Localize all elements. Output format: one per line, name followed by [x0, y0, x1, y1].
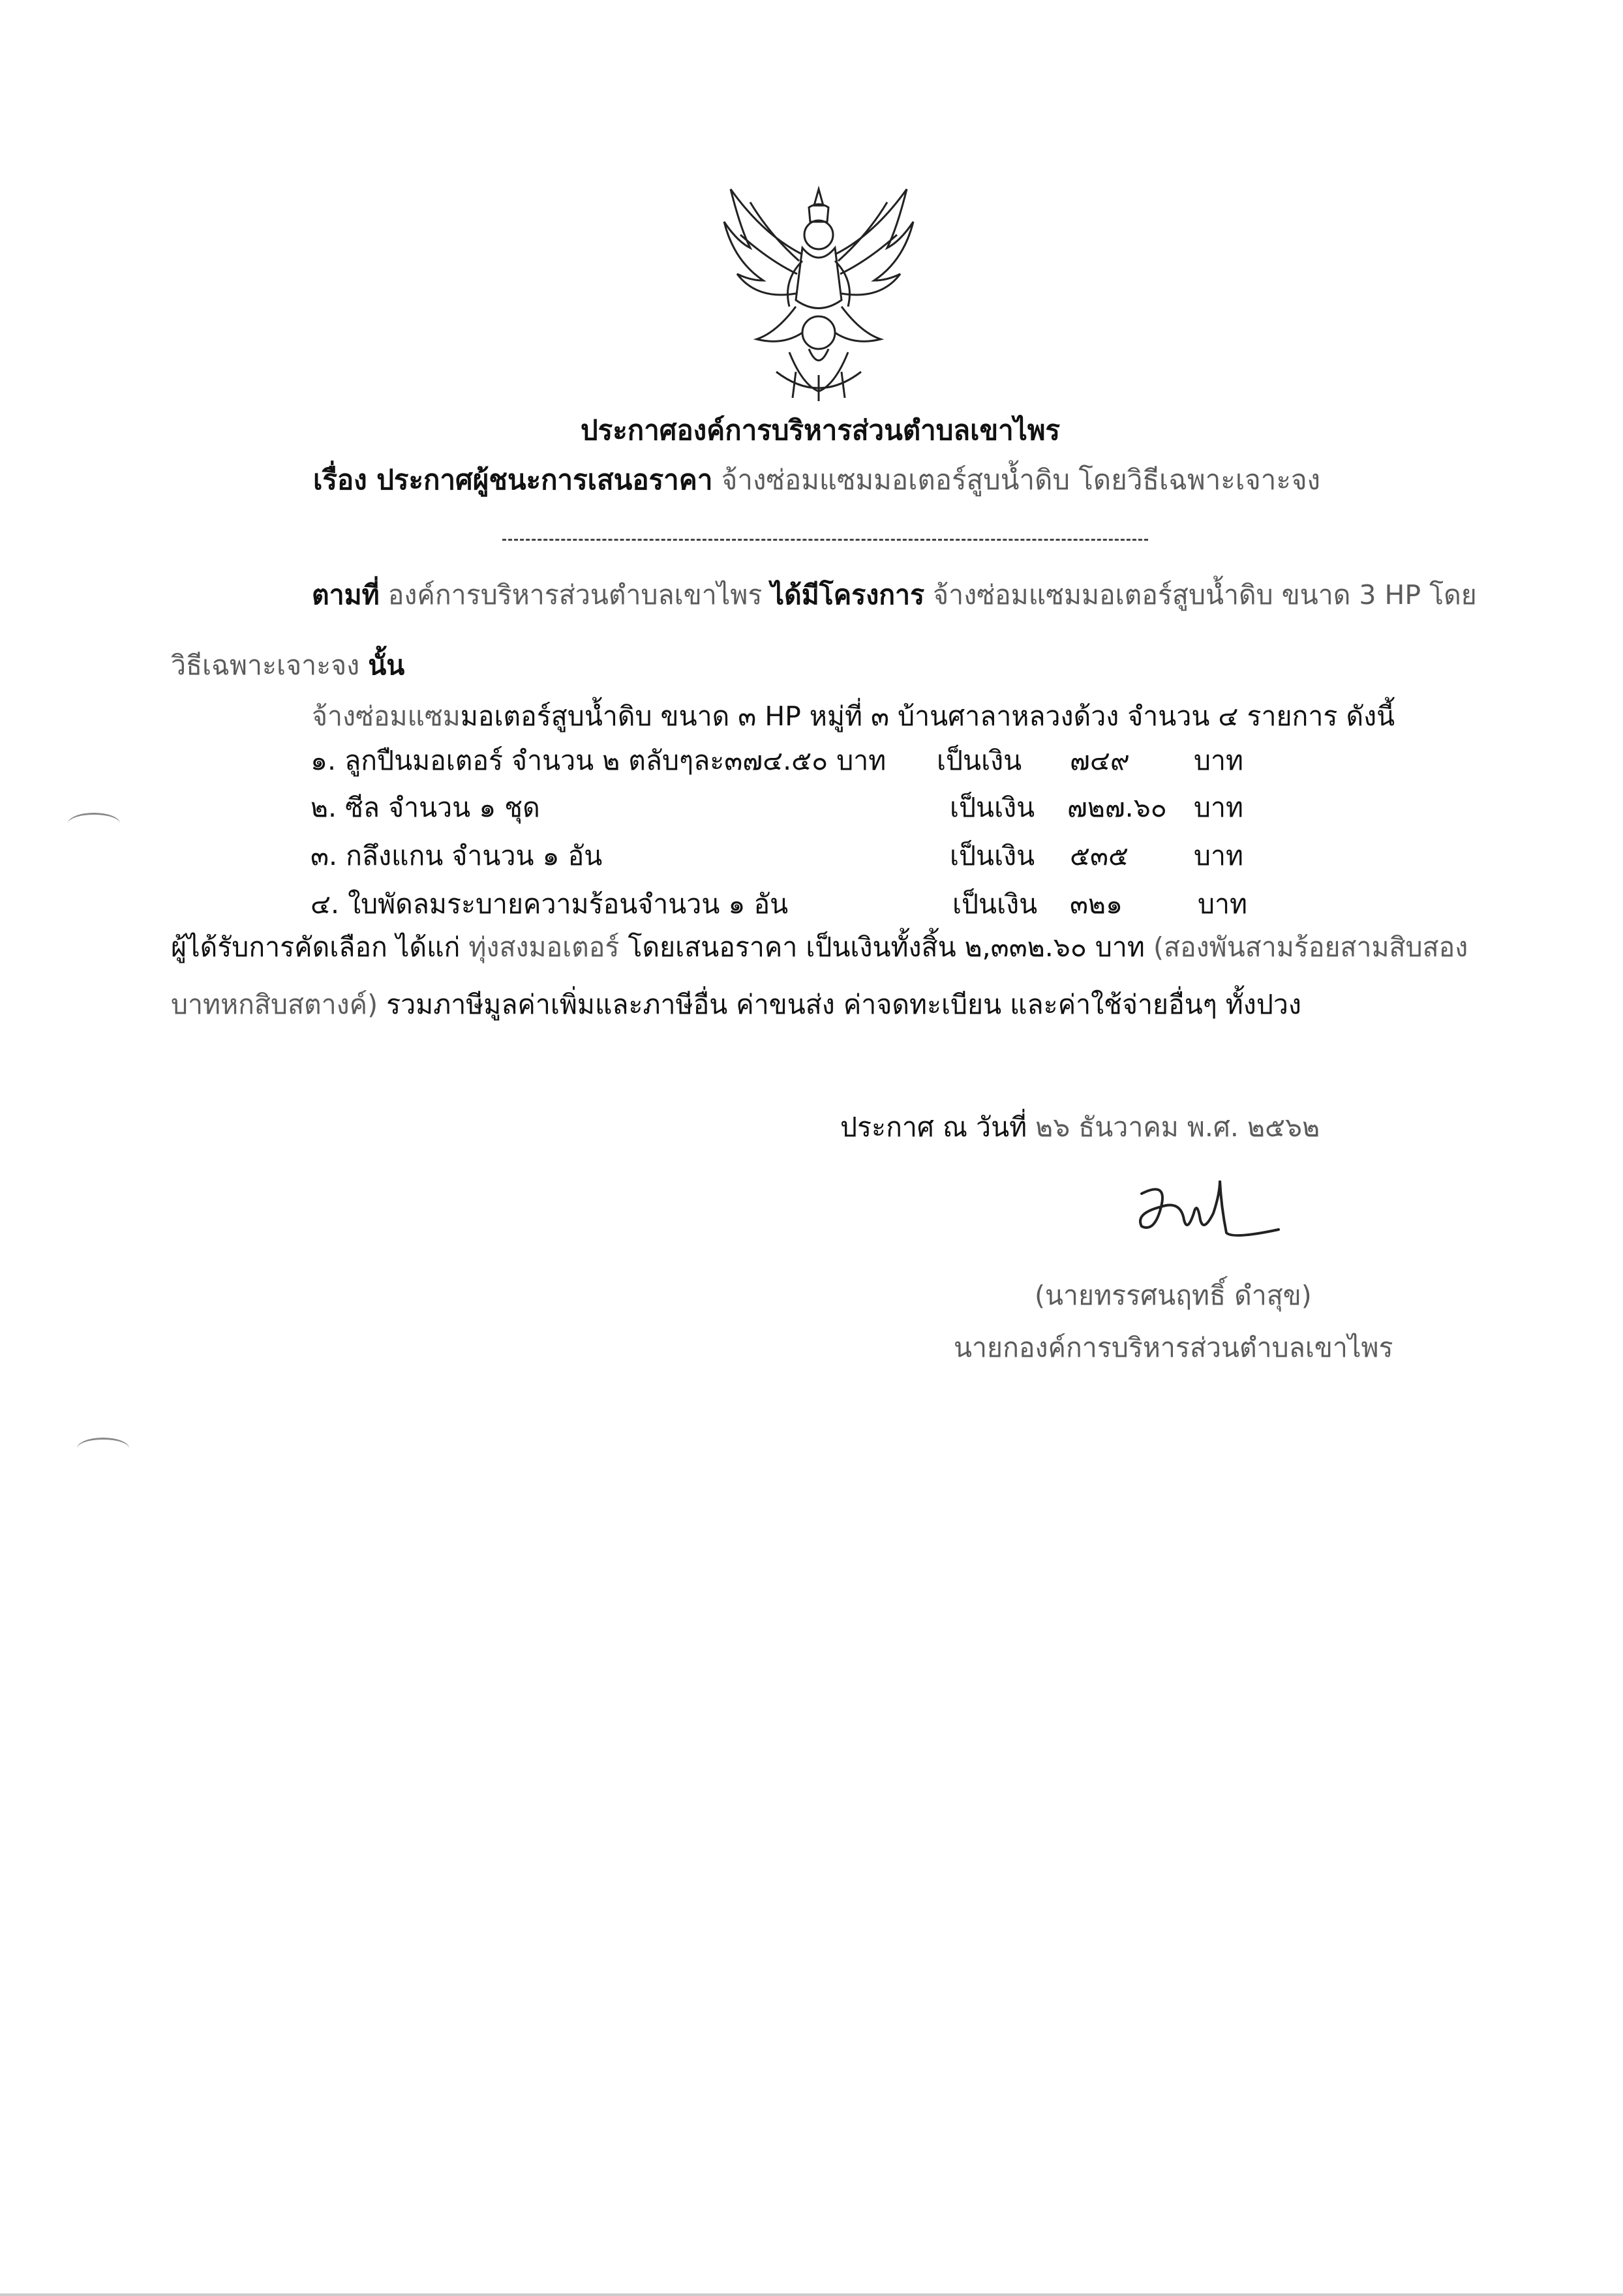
date-label: ประกาศ ณ วันที่: [840, 1111, 1027, 1143]
item-amount: ๗๒๗.๖๐: [1067, 792, 1167, 823]
item-unit: บาท: [1194, 792, 1244, 823]
handwritten-signature: [1122, 1168, 1292, 1259]
signer-name: (นายทรรศนฤทธิ์ ดำสุข): [1035, 1280, 1312, 1311]
intro-org: องค์การบริหารส่วนตำบลเขาไพร: [387, 579, 763, 611]
intro-line-2: [171, 646, 404, 685]
announce-date: [840, 1108, 1320, 1147]
winner-words-1: (สองพันสามร้อยสามสิบสอง: [1153, 931, 1468, 963]
scan-edge: [0, 2293, 1623, 2296]
item-label: เป็นเงิน: [937, 745, 1022, 776]
signer-position: นายกองค์การบริหารส่วนตำบลเขาไพร: [954, 1332, 1393, 1363]
subject-value: จ้างซ่อมแซมมอเตอร์สูบน้ำดิบ โดยวิธีเฉพาะเจาะจง: [721, 464, 1321, 496]
item-desc: ๑. ลูกปืนมอเตอร์ จำนวน ๒ ตลับๆละ๓๗๔.๕๐ บาท: [311, 745, 887, 776]
item-desc: ๔. ใบพัดลมระบายความร้อนจำนวน ๑ อัน: [311, 888, 789, 920]
item-label: เป็นเงิน: [950, 840, 1035, 871]
item-amount: ๗๔๙: [1070, 745, 1130, 776]
hole-punch-mark: [68, 813, 120, 834]
winner-tail: รวมภาษีมูลค่าเพิ่มและภาษีอื่น ค่าขนส่ง ค่าจดทะเบียน และค่าใช้จ่ายอื่นๆ ทั้งปวง: [386, 989, 1301, 1020]
item-desc: ๓. กลึงแกน จำนวน ๑ อัน: [311, 840, 603, 871]
project-prefix: จ้างซ่อมแซม: [312, 701, 461, 732]
intro-line-1: [312, 575, 1477, 614]
garuda-emblem-icon: [711, 176, 926, 404]
dashed-divider: [502, 539, 1148, 541]
intro-project: จ้างซ่อมแซมมอเตอร์สูบน้ำดิบ ขนาด 3 HP โดย: [933, 579, 1477, 611]
item-unit: บาท: [1194, 840, 1244, 871]
winner-name: ทุ่งสงมอเตอร์: [468, 931, 620, 963]
project-text: มอเตอร์สูบน้ำดิบ ขนาด ๓ HP หมู่ที่ ๓ บ้านศาลาหลวงด้วง จำนวน ๔ รายการ ดังนี้: [460, 701, 1395, 732]
date-value: ๒๖ ธันวาคม พ.ศ. ๒๕๖๒: [1035, 1111, 1320, 1143]
winner-label-2: โดยเสนอราคา เป็นเงินทั้งสิ้น ๒,๓๓๒.๖๐ บาท: [628, 931, 1145, 963]
intro-label-2: ได้มีโครงการ: [770, 579, 925, 611]
winner-line-1: [171, 928, 1468, 967]
item-desc: ๒. ซีล จำนวน ๑ ชุด: [311, 792, 540, 823]
item-label: เป็นเงิน: [952, 888, 1038, 920]
document-title: ประกาศองค์การบริหารส่วนตำบลเขาไพร: [581, 414, 1061, 446]
intro-label-1: ตามที่: [312, 579, 380, 611]
winner-words-2: บาทหกสิบสตางค์): [171, 989, 378, 1020]
intro-method: วิธีเฉพาะเจาะจง: [171, 650, 360, 681]
winner-label-1: ผู้ได้รับการคัดเลือก ได้แก่: [171, 931, 461, 963]
subject-line: [313, 461, 1320, 500]
hole-punch-mark: [77, 1438, 129, 1459]
item-label: เป็นเงิน: [950, 792, 1035, 823]
item-unit: บาท: [1194, 745, 1244, 776]
subject-label: เรื่อง ประกาศผู้ชนะการเสนอราคา: [313, 464, 713, 496]
winner-line-2: [171, 985, 1301, 1024]
project-line: [312, 697, 1395, 736]
item-amount: ๕๓๕: [1070, 840, 1129, 871]
item-unit: บาท: [1198, 888, 1248, 920]
item-amount: ๓๒๑: [1070, 888, 1123, 920]
intro-end: นั้น: [368, 650, 405, 681]
